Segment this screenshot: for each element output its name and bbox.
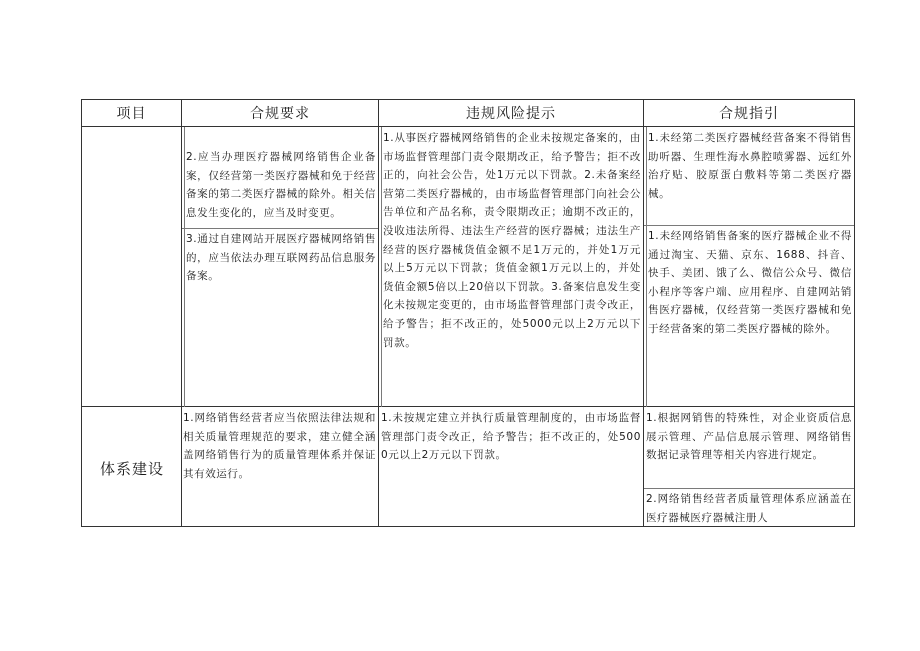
col-inner-line-1 (184, 127, 185, 407)
section1-requirement-2: 3.通过自建网站开展医疗器械网络销售的，应当依法办理互联网药品信息服务备案。 (186, 233, 376, 283)
section2-requirement: 1.网络销售经营者应当依照法律法规和相关质量管理规范的要求，建立健全涵盖网络销售行为的质量管理体系并保证其有效运行。 (183, 412, 376, 480)
header-guide: 合规指引 (719, 105, 779, 122)
col-inner-line-2 (381, 127, 382, 407)
guide-subrow-divider-1 (643, 225, 855, 226)
col-divider-2 (378, 99, 379, 527)
header-risk: 违规风险提示 (466, 105, 556, 122)
section2-risk: 1.未按规定建立并执行质量管理制度的，由市场监督管理部门责令改正，给予警告；拒不改正的，处5000元以上2万元以下罚款。 (381, 412, 641, 462)
req-subrow-divider (181, 228, 378, 229)
section2-guide-2: 2.网络销售经营者质量管理体系应涵盖在医疗器械医疗器械注册人 (646, 493, 852, 524)
section-divider (81, 406, 855, 407)
section1-guide-2: 1.未经网络销售备案的医疗器械企业不得通过淘宝、天猫、京东、1688、抖音、快手、美团、饿了么、微信公众号、微信小程序等客户端、应用程序、自建网站销售医疗器械，仅经营第一类医疗器械和免于经营备案的第二类医疗器械的除外。 (648, 230, 852, 335)
section2-label: 体系建设 (99, 460, 164, 478)
col-inner-line-3 (646, 127, 647, 407)
table-right-border (854, 99, 855, 527)
header-bottom-border (81, 126, 855, 127)
section1-requirement-1: 2.应当办理医疗器械网络销售企业备案，仅经营第一类医疗器械和免于经营备案的第二类医疗器械的除外。相关信息发生变化的，应当及时变更。 (186, 151, 376, 219)
col-divider-3 (643, 99, 644, 527)
section2-guide-1: 1.根据网销售的特殊性，对企业资质信息展示管理、产品信息展示管理、网络销售数据记录管理等相关内容进行规定。 (646, 412, 852, 462)
header-requirement: 合规要求 (250, 105, 310, 122)
section1-guide-1: 1.未经第二类医疗器械经营备案不得销售助听器、生理性海水鼻腔喷雾器、远红外治疗贴、胶原蛋白敷料等第二类医疗器械。 (648, 132, 852, 200)
section1-risk: 1.从事医疗器械网络销售的企业未按规定备案的，由市场监督管理部门责令限期改正，给予警告；拒不改正的，向社会公告，处1万元以下罚款。2.未备案经营第二类医疗器械的，由市场监督管理部门向社会公告单位和产品名称，责令限期改正；逾期不改正的，没收违法所得、违法生产经营的医疗器械；违法生产经营的医疗器械货值金额不足1万元的，并处1万元以上5万元以下罚款；货值金额1万元以上的，并处货值金额5倍以上20倍以下罚款。3.备案信息发生变化未按规定变更的，由市场监督管理部门责令改正，给予警告；拒不改正的，处5000元以上2万元以下罚款。 (383, 132, 641, 349)
header-item: 项目 (116, 105, 147, 122)
guide-subrow-divider-2 (643, 488, 855, 489)
